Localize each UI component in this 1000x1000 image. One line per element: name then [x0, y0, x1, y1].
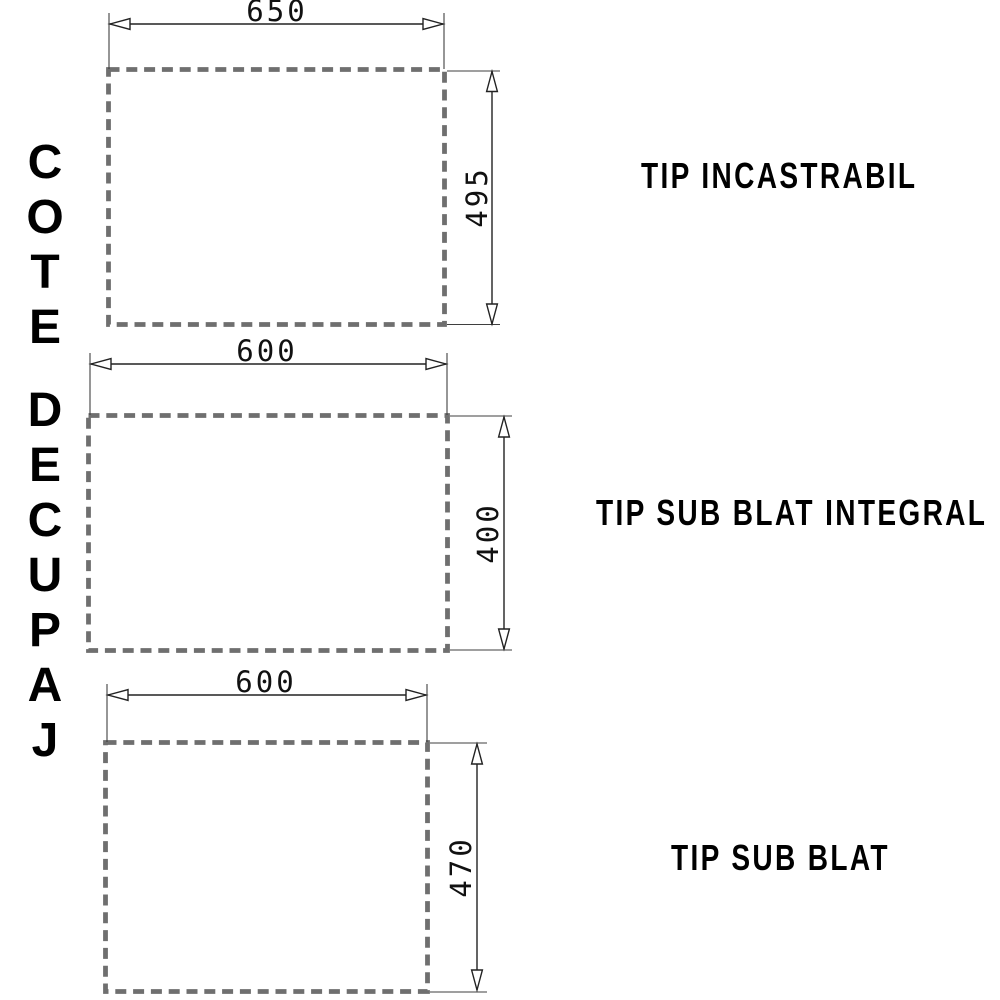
height-dimension-value: 495: [460, 166, 494, 228]
diagram-tip-incastrabil: [109, 0, 501, 325]
vertical-letter: T: [30, 246, 60, 299]
label-tip-sub-blat: TIP SUB BLAT: [671, 837, 890, 878]
width-dimension-value: 650: [246, 0, 308, 28]
vertical-letter: E: [28, 439, 61, 492]
diagram-tip-sub-blat-integral: [89, 334, 513, 651]
vertical-letter: D: [27, 384, 63, 437]
page-title-vertical: [14, 135, 76, 768]
vertical-letter: O: [26, 191, 64, 244]
vertical-letter: J: [31, 714, 59, 767]
height-dimension-value: 400: [471, 502, 505, 564]
width-dimension-value: 600: [235, 665, 297, 699]
arrow-left-icon: [110, 19, 130, 30]
arrow-right-icon: [423, 19, 443, 30]
arrow-up-icon: [499, 417, 510, 437]
diagram-tip-sub-blat: [106, 665, 488, 992]
cutout-outline-incastrabil: [109, 70, 445, 325]
arrow-up-icon: [472, 744, 483, 764]
vertical-letter: U: [27, 549, 63, 602]
width-dimension-value: 600: [236, 334, 298, 368]
vertical-letter: P: [28, 604, 61, 657]
cutout-outline-sub-blat-integral: [89, 416, 448, 651]
arrow-up-icon: [487, 72, 498, 92]
arrow-down-icon: [472, 970, 483, 990]
arrow-left-icon: [91, 359, 111, 370]
arrow-left-icon: [108, 690, 128, 701]
cutout-outline-sub-blat: [106, 743, 428, 992]
vertical-letter: A: [27, 659, 63, 712]
word-gap: [14, 355, 76, 383]
arrow-right-icon: [406, 690, 426, 701]
label-tip-incastrabil: TIP INCASTRABIL: [641, 155, 918, 196]
height-dimension-value: 470: [444, 836, 478, 898]
vertical-letter: E: [28, 301, 61, 354]
vertical-letter: C: [27, 494, 63, 547]
label-tip-sub-blat-integral: TIP SUB BLAT INTEGRAL: [596, 492, 988, 533]
arrow-down-icon: [499, 629, 510, 649]
arrow-down-icon: [487, 304, 498, 324]
arrow-right-icon: [426, 359, 446, 370]
vertical-letter: C: [27, 136, 63, 189]
